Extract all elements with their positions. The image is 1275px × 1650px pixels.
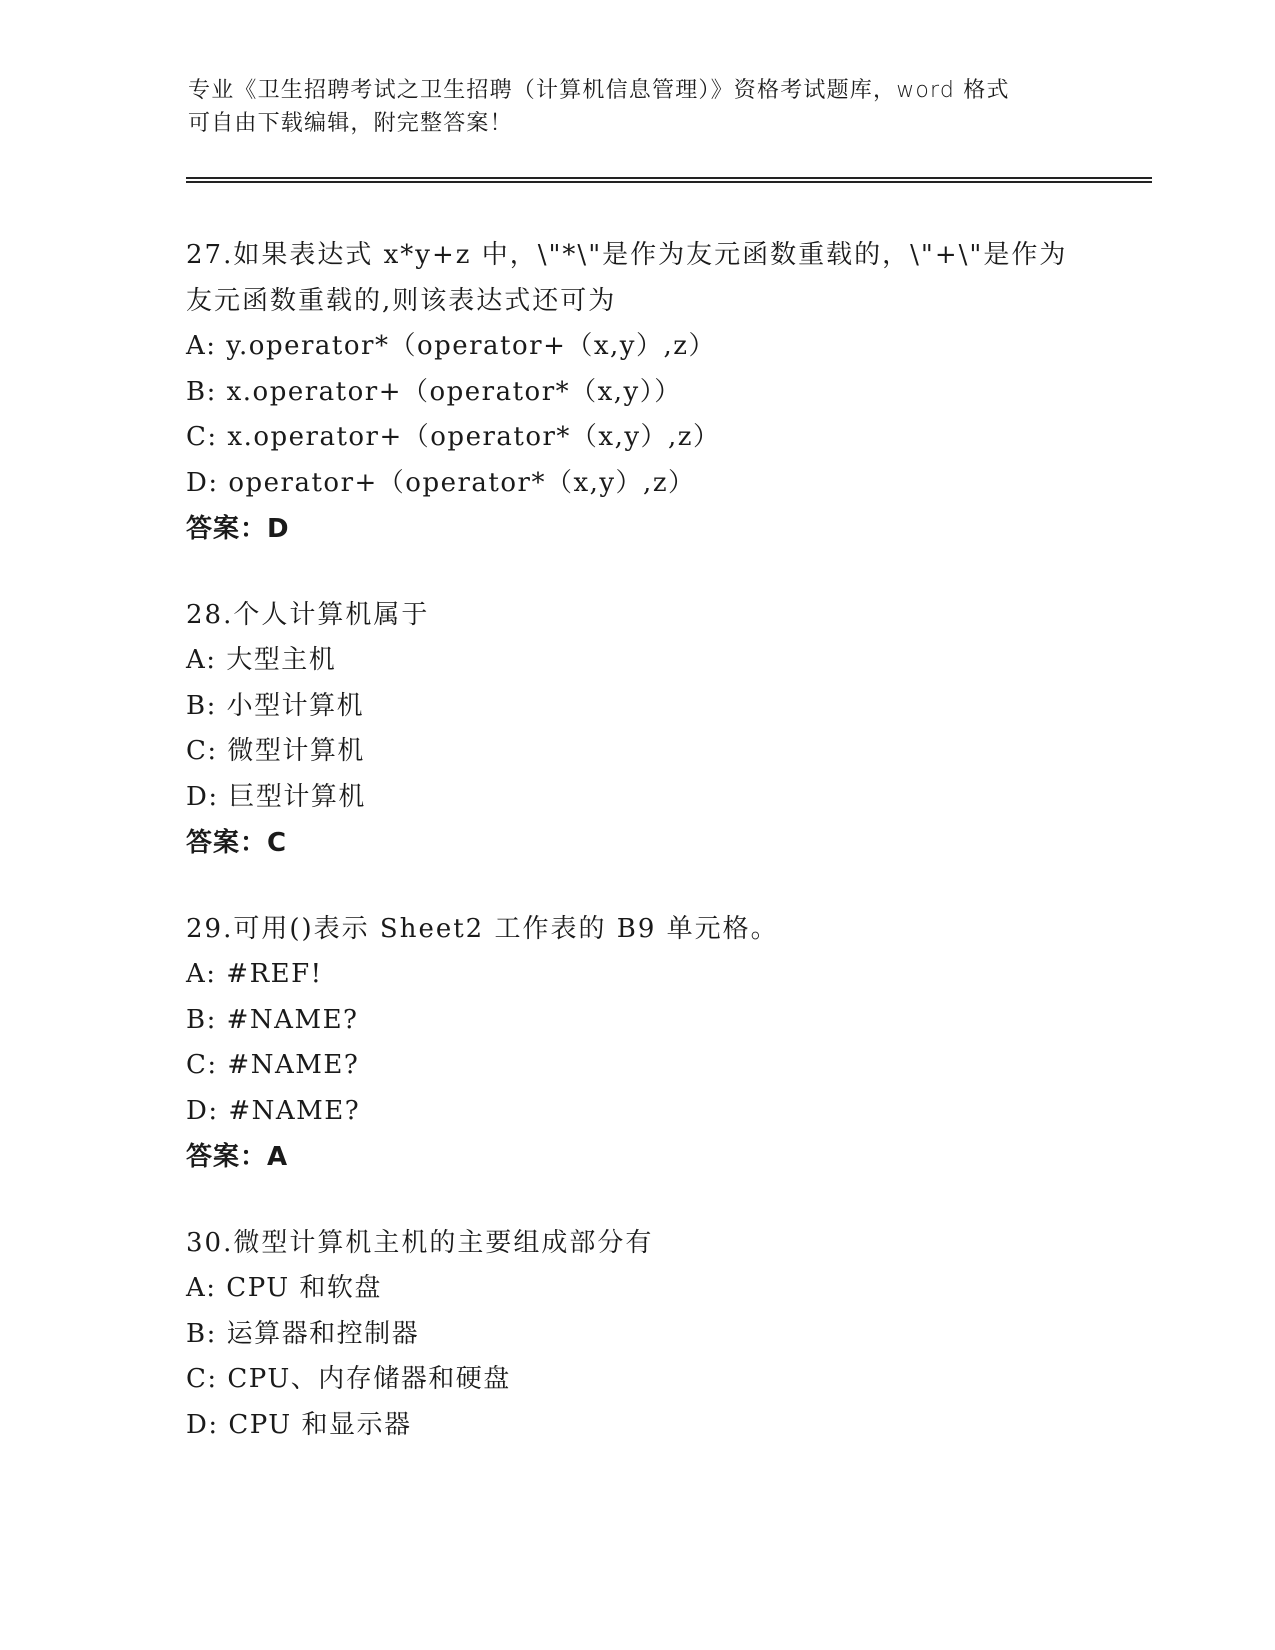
question-stem xyxy=(186,592,1146,638)
question-28 xyxy=(186,592,1146,866)
option-b: B: 运算器和控制器 xyxy=(186,1318,420,1349)
option-d: D: 巨型计算机 xyxy=(186,781,366,812)
question-list xyxy=(186,232,1146,1488)
option-a: A: 大型主机 xyxy=(186,645,337,675)
question-stem xyxy=(186,232,1146,324)
option-b: B: 小型计算机 xyxy=(186,690,365,721)
option-a: A: #REF! xyxy=(186,959,323,989)
option-d: D: #NAME? xyxy=(186,1095,361,1126)
option-c: C: 微型计算机 xyxy=(186,736,365,766)
question-stem-line: 29.可用()表示 Sheet2 工作表的 B9 单元格。 xyxy=(186,914,779,944)
question-stem-line: 友元函数重载的,则该表达式还可为 xyxy=(186,286,617,316)
document-header xyxy=(188,74,1088,140)
option-c: C: #NAME? xyxy=(186,1050,360,1080)
option-d: D: operator+（operator*（x,y）,z） xyxy=(186,467,696,498)
option-a: A: CPU 和软盘 xyxy=(186,1273,382,1303)
answer-label: 答案：A xyxy=(186,1142,289,1172)
option-c: C: CPU、内存储器和硬盘 xyxy=(186,1364,511,1394)
question-stem-line: 28.个人计算机属于 xyxy=(186,600,430,630)
option-b: B: x.operator+（operator*（x,y）） xyxy=(186,376,682,407)
question-29 xyxy=(186,906,1146,1180)
option-b: B: #NAME? xyxy=(186,1004,359,1035)
header-divider xyxy=(186,177,1152,183)
question-stem xyxy=(186,906,1146,952)
option-d: D: CPU 和显示器 xyxy=(186,1409,412,1440)
answer-label: 答案：D xyxy=(186,514,290,544)
question-stem-line: 27.如果表达式 x*y+z 中，\"*\"是作为友元函数重载的，\"+\"是作为 xyxy=(186,240,1068,270)
header-line-1: 专业《卫生招聘考试之卫生招聘（计算机信息管理）》资格考试题库，word 格式 xyxy=(188,78,1010,103)
question-stem-line: 30.微型计算机主机的主要组成部分有 xyxy=(186,1228,654,1258)
answer-label: 答案：C xyxy=(186,828,288,858)
question-stem xyxy=(186,1220,1146,1266)
header-line-2: 可自由下载编辑，附完整答案！ xyxy=(188,111,513,136)
option-a: A: y.operator*（operator+（x,y）,z） xyxy=(186,331,716,361)
question-30 xyxy=(186,1220,1146,1448)
option-c: C: x.operator+（operator*（x,y）,z） xyxy=(186,422,721,452)
question-27 xyxy=(186,232,1146,552)
